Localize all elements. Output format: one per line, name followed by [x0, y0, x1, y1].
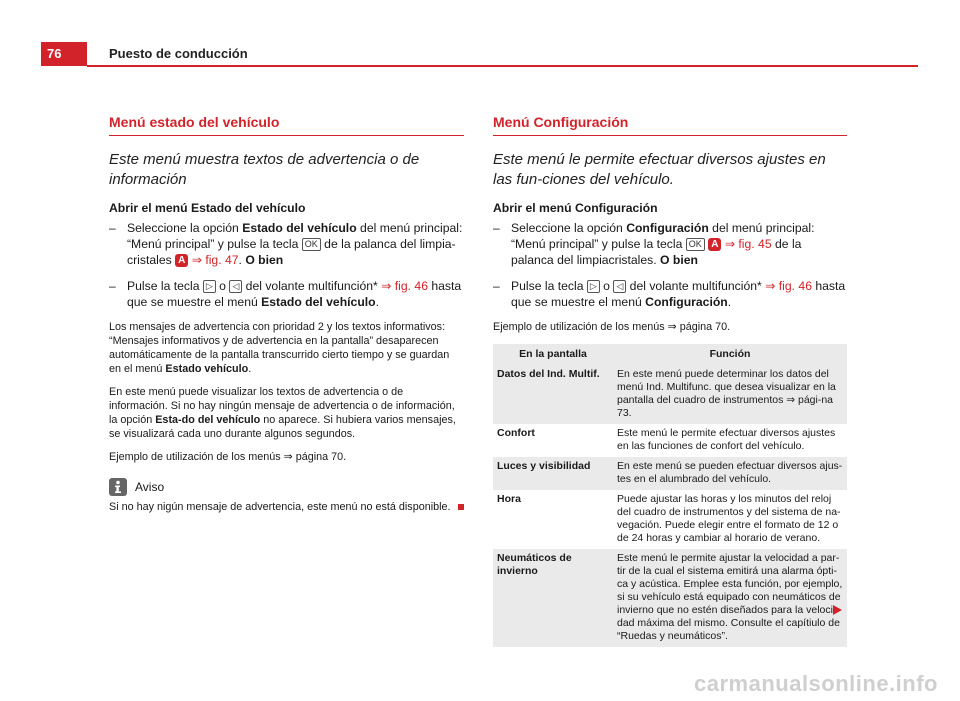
table-row — [493, 457, 847, 490]
table-cell-key: Datos del Ind. Multif. — [493, 365, 613, 424]
step-bold: Estado del vehículo — [242, 221, 357, 235]
step-text: o — [599, 279, 614, 293]
table-row — [493, 365, 847, 424]
subheading-open-config: Abrir el menú Configuración — [493, 201, 658, 215]
section-lead-config: Este menú le permite efectuar diversos ajustes en las fun-ciones del vehículo. — [493, 151, 826, 188]
watermark: carmanualsonline.info — [694, 671, 938, 696]
step-1 — [109, 220, 464, 268]
step-text: hasta que se muestre el menú — [511, 279, 846, 309]
figure-ref-link[interactable]: ⇒ fig. 47 — [191, 253, 239, 267]
prev-key-icon: ◁ — [229, 280, 242, 293]
bullet-dash: – — [493, 221, 500, 235]
col-header-pantalla: En la pantalla — [493, 344, 613, 365]
continue-arrow-icon — [833, 605, 842, 615]
step-text: del volante multifunción* — [626, 279, 766, 293]
step-bold: Configuración — [626, 221, 709, 235]
section-title-estado: Menú estado del vehículo — [109, 114, 464, 136]
ok-key-icon: OK — [302, 238, 321, 251]
info-icon — [109, 478, 127, 496]
table-cell-desc: En este menú puede determinar los datos del menú Ind. Multifunc. que desea visualizar en la pantalla del cuadro de instrumentos ⇒ pági-na 73. — [613, 365, 847, 424]
step-text: Pulse la tecla — [127, 279, 203, 293]
step-bold: Configuración — [645, 295, 728, 309]
step-bold: Estado del vehículo — [261, 295, 376, 309]
step-text: de la palanca del limpia-cristales — [127, 237, 456, 267]
paragraph-visualize — [109, 385, 464, 441]
bullet-dash: – — [109, 221, 116, 235]
ok-key-icon: OK — [686, 238, 705, 251]
table-cell-desc: Puede ajustar las horas y los minutos del reloj del cuadro de instrumentos y del sistema de na-vegación. Puede elegir entre el formato de 12 o de 24 horas y cambiar al horario de verano. — [617, 493, 841, 544]
table-cell-key: Hora — [497, 493, 521, 505]
step-text: Pulse la tecla — [511, 279, 587, 293]
right-column — [493, 114, 847, 647]
page-header-title: Puesto de conducción — [109, 46, 248, 61]
bullet-dash: – — [493, 279, 500, 293]
figure-ref-link[interactable]: ⇒ fig. 46 — [765, 279, 812, 293]
table-row — [493, 490, 847, 549]
next-key-icon: ▷ — [587, 280, 600, 293]
table-cell-key: Confort — [497, 427, 535, 439]
figure-ref-link[interactable]: ⇒ fig. 46 — [381, 279, 428, 293]
step-text: hasta que se muestre el menú — [127, 279, 462, 309]
header-rule — [87, 65, 918, 67]
section-title-config: Menú Configuración — [493, 114, 847, 136]
section-end-marker — [458, 504, 464, 510]
table-cell-key: Luces y visibilidad — [493, 457, 613, 490]
figure-ref-link[interactable]: ⇒ fig. 45 — [724, 237, 772, 251]
a-key-icon: A — [708, 238, 721, 251]
table-header-row — [493, 344, 847, 365]
para-text: Los mensajes de advertencia con prioridad 2 y los textos informativos: “Mensajes informativos y de advertencia en la pantalla” desaparecen automáticamente de la pantalla transcurrido cierto tiempo y se guardan en el menú — [109, 321, 450, 375]
left-column — [109, 114, 464, 523]
table-cell-desc: Este menú le permite ajustar la velocidad a par-tir de la cual el sistema emitirá una alarma ópti-ca y acústica. Emplee esta función, por ejemplo, si su vehículo está equipado con neumáticos de invierno que no estén diseñados para la veloci-dad máxima del mismo. Consulte el capítiulo de “Ruedas y neumáticos”. — [613, 549, 847, 647]
section-lead-estado: Este menú muestra textos de advertencia o de información — [109, 151, 420, 188]
step-text: Seleccione la opción — [511, 221, 627, 235]
step-text: Seleccione la opción — [127, 221, 243, 235]
config-menu-table — [493, 344, 847, 647]
step-text: del menú principal: “Menú principal” y pulse la tecla — [511, 221, 815, 251]
aviso-title: Aviso — [135, 480, 165, 494]
step-2 — [109, 278, 464, 310]
para-bold: Esta-do del vehículo — [155, 414, 261, 426]
subheading-open-estado: Abrir el menú Estado del vehículo — [109, 201, 306, 215]
aviso-text: Si no hay nigún mensaje de advertencia, este menú no está disponible. — [109, 501, 451, 513]
prev-key-icon: ◁ — [613, 280, 626, 293]
table-cell-desc: Este menú le permite efectuar diversos ajustes en las funciones de confort del vehículo. — [617, 427, 836, 452]
step-2 — [493, 278, 847, 310]
table-cell-key: Neumáticos de invierno — [493, 549, 613, 647]
step-text: . — [238, 253, 246, 267]
step-bold: O bien — [245, 253, 284, 267]
step-text: de la palanca del limpiacristales. — [511, 237, 802, 267]
step-1 — [493, 220, 847, 268]
step-text: del volante multifunción* — [242, 279, 382, 293]
para-text: En este menú puede visualizar los textos de advertencia o de información. Si no hay ningún mensaje de advertencia o de información, la opción — [109, 386, 455, 426]
next-key-icon: ▷ — [203, 280, 216, 293]
bullet-dash: – — [109, 279, 116, 293]
table-row — [493, 424, 847, 457]
para-bold: Estado vehículo — [165, 363, 249, 375]
table-row — [493, 549, 847, 647]
paragraph-example: Ejemplo de utilización de los menús ⇒ página 70. — [493, 321, 731, 333]
para-text: . — [248, 363, 252, 375]
para-text: no aparece. Si hubiera varios mensajes, se visualizará cada uno durante algunos segundos. — [109, 414, 456, 440]
page-number: 76 — [41, 42, 87, 66]
paragraph-messages — [109, 320, 464, 376]
step-text: . — [727, 295, 732, 309]
col-header-funcion: Función — [613, 344, 847, 365]
step-text: . — [375, 295, 379, 309]
aviso-heading — [109, 478, 464, 496]
aviso-body — [109, 496, 464, 523]
step-bold: O bien — [660, 253, 698, 267]
paragraph-example: Ejemplo de utilización de los menús ⇒ página 70. — [109, 451, 347, 463]
step-text: o — [215, 279, 230, 293]
table-cell-desc: En este menú se pueden efectuar diversos ajus-tes en el alumbrado del vehículo. — [613, 457, 847, 490]
a-key-icon: A — [175, 254, 188, 267]
step-text: del menú principal: “Menú principal” y pulse la tecla — [127, 221, 463, 251]
